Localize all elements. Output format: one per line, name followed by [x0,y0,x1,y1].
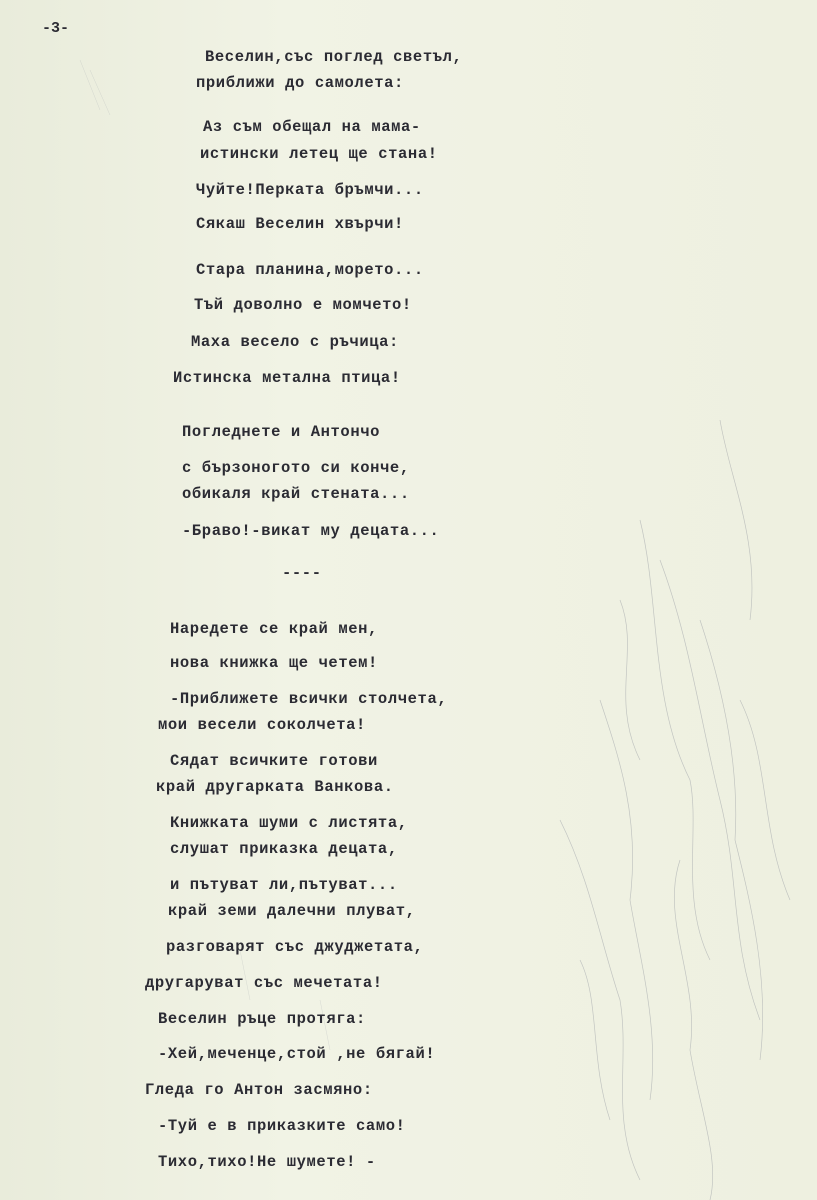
poem-line: -Туй е в приказките само! [158,1117,406,1135]
poem-line: приближи до самолета: [196,74,404,92]
poem-line: Сядат всичките готови [170,752,378,770]
poem-line: истински летец ще стана! [200,145,438,163]
section-separator: ---- [282,564,322,582]
poem-line: Стара планина,морето... [196,261,424,279]
poem-line: край земи далечни плуват, [168,902,416,920]
poem-line: Наредете се край мен, [170,620,378,638]
poem-line: -Приближете всички столчета, [170,690,448,708]
poem-line: Маха весело с ръчица: [191,333,399,351]
poem-line: Гледа го Антон засмяно: [145,1081,373,1099]
poem-line: с бързоногото си конче, [182,459,410,477]
poem-line: Тъй доволно е момчето! [194,296,412,314]
poem-line: Истинска метална птица! [173,369,401,387]
page-number: -3- [42,20,70,37]
poem-line: Тихо,тихо!Не шумете! - [158,1153,376,1171]
poem-line: Погледнете и Антончо [182,423,381,441]
poem-line: Сякаш Веселин хвърчи! [196,215,404,233]
poem-line: другаруват със мечетата! [145,974,383,992]
poem-line: Аз съм обещал на мама- [203,118,421,136]
poem-line: разговарят със джуджетата, [166,938,424,956]
poem-line: край другарката Ванкова. [156,778,394,796]
poem-line: Книжката шуми с листята, [170,814,408,832]
poem-line: -Хей,меченце,стой ,не бягай! [158,1045,436,1063]
poem-line: обикаля край стената... [182,485,410,503]
poem-line: слушат приказка децата, [170,840,398,858]
poem-line: мои весели соколчета! [158,716,366,734]
poem-line: нова книжка ще четем! [170,654,378,672]
poem-line: Веселин ръце протяга: [158,1010,366,1028]
poem-line: Чуйте!Перката бръмчи... [196,181,424,199]
poem-line: Веселин,със поглед светъл, [205,48,463,66]
poem-line: -Браво!-викат му децата... [182,522,440,540]
poem-line: и пътуват ли,пътуват... [170,876,398,894]
